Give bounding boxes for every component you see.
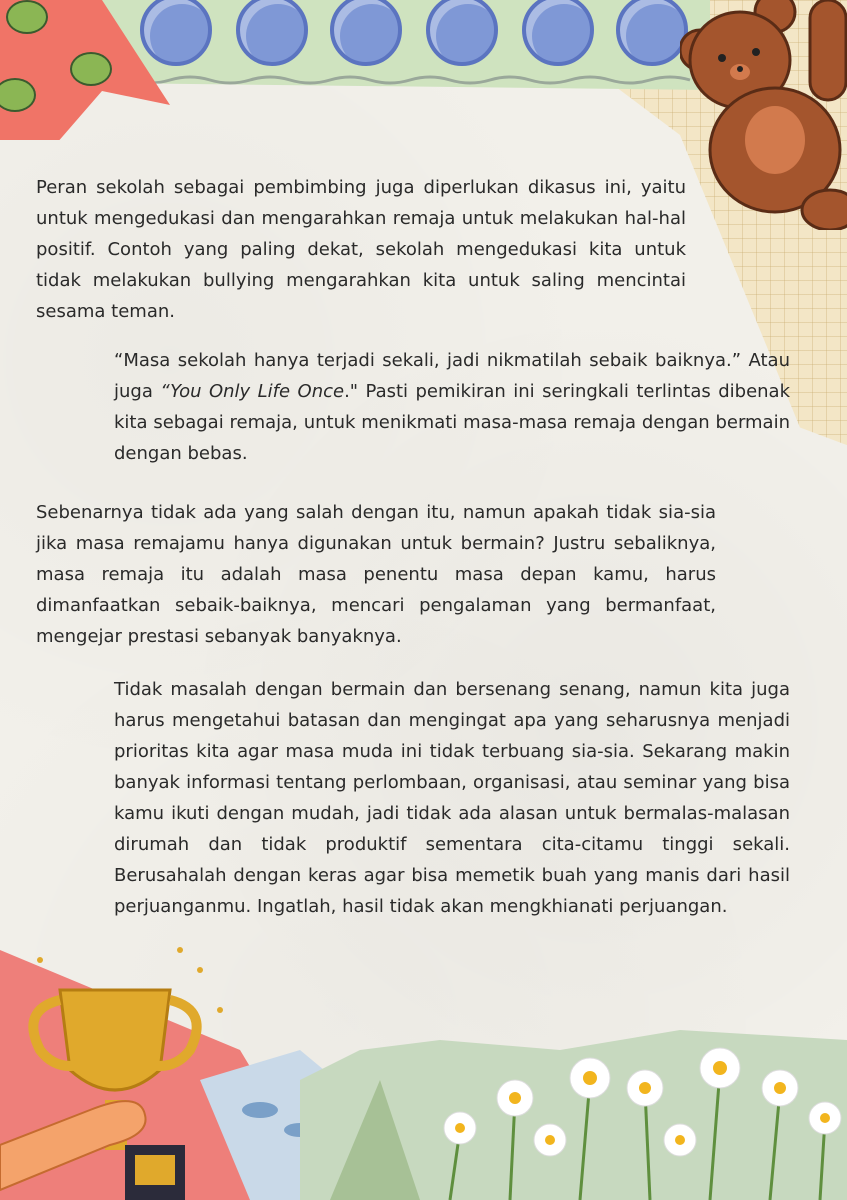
paragraph-youth-purpose: Sebenarnya tidak ada yang salah dengan itu, namun apakah tidak sia-sia jika masa remajamu hanya digunakan untuk bermain? Justru sebaliknya, masa remaja itu adalah masa penentu masa depan kamu, harus dimanfaatkan sebaik-baiknya, mencari pengalaman yang bermanfaat, mengejar prestasi sebanyak banyaknya. bbox=[36, 502, 716, 647]
paragraph-priorities: Tidak masalah dengan bermain dan bersenang senang, namun kita juga harus mengetahui batasan dan mengingat apa yang seharusnya menjadi prioritas kita agar masa muda ini tidak terbuang sia-sia. Sekarang makin banyak informasi tentang perlombaan, organisasi, atau seminar yang bisa kamu ikuti dengan mudah, jadi tidak ada alasan untuk bermalas-malasan dirumah dan tidak produktif sementara cita-citamu tinggi sekali. Berusahalah dengan keras agar bisa memetik buah yang manis dari hasil perjuanganmu. Ingatlah, hasil tidak akan mengkhianati perjuangan. bbox=[114, 679, 790, 917]
quote-italic-yolo: “You Only Life Once bbox=[160, 381, 345, 402]
frog-icon bbox=[6, 0, 48, 34]
paragraph-school-role: Peran sekolah sebagai pembimbing juga diperlukan dikasus ini, yaitu untuk mengedukasi dan mengarahkan remaja untuk melakukan hal-hal positif. Contoh yang paling dekat, sekolah mengedukasi kita untuk tidak melakukan bullying mengarahkan kita untuk saling mencintai sesama teman. bbox=[36, 177, 686, 322]
daisy-flowers-icon bbox=[300, 1020, 847, 1200]
quote-text-end: ." Pasti pemikiran ini seringkali terlintas dibenak kita sebagai remaja, untuk menikmati masa-masa remaja dengan bermain dengan bebas. bbox=[114, 381, 791, 464]
paragraph-quote bbox=[114, 345, 790, 469]
frog-icon bbox=[70, 52, 112, 86]
teddy-bear-icon bbox=[680, 0, 847, 230]
quote-text-start: “Masa sekolah hanya terjadi sekali, jadi nikmatilah sebaik baiknya.” Atau juga bbox=[114, 350, 790, 402]
